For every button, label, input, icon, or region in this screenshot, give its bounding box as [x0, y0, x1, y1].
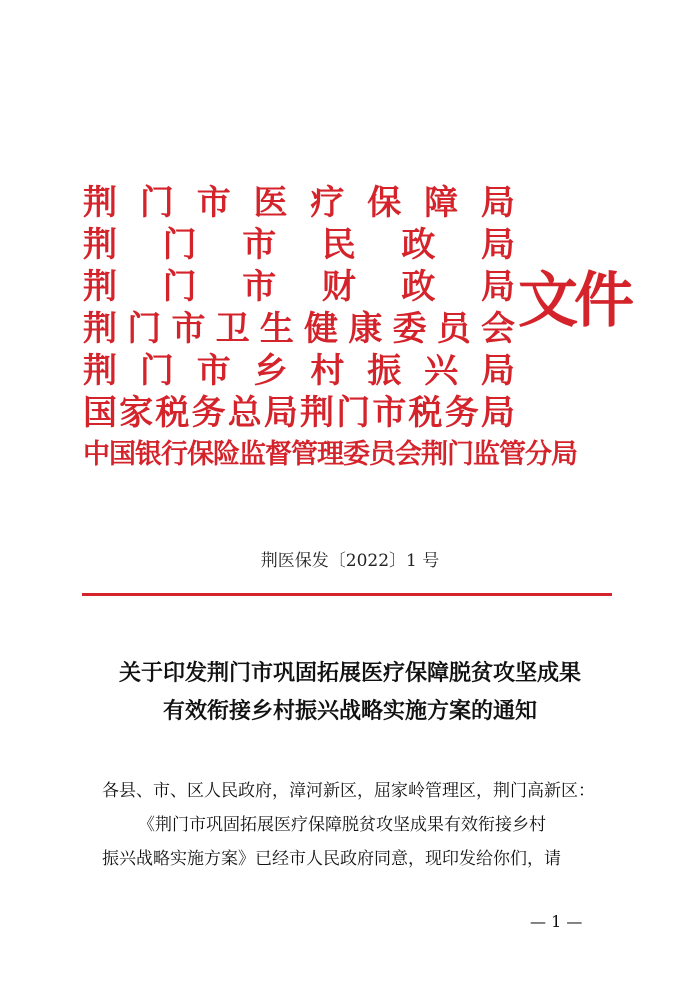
- issuer-char: 税: [408, 393, 443, 433]
- issuer-char: 门: [447, 439, 473, 470]
- issuer-line: [83, 435, 577, 475]
- issuer-char: 门: [139, 351, 174, 391]
- issuer-char: 门: [127, 309, 162, 349]
- issuer-char: 督: [265, 439, 291, 470]
- document-label: 文件: [518, 266, 630, 336]
- issuer-char: 局: [480, 267, 515, 307]
- issuer-char: 障: [424, 183, 459, 223]
- issuer-char: 行: [161, 439, 187, 470]
- issuer-char: 局: [480, 225, 515, 265]
- issuer-char: 健: [304, 309, 339, 349]
- issuer-char: 税: [155, 393, 190, 433]
- issuer-line: [83, 225, 515, 265]
- issuer-char: 市: [171, 309, 206, 349]
- issuer-char: 保: [367, 183, 402, 223]
- issuer-char: 务: [444, 393, 479, 433]
- document-number: 荆医保发〔2022〕1 号: [260, 551, 440, 571]
- issuer-char: 门: [139, 183, 174, 223]
- issuer-char: 荆: [83, 309, 117, 349]
- issuer-char: 门: [336, 393, 371, 433]
- issuer-char: 疗: [310, 183, 345, 223]
- issuer-char: 局: [263, 393, 298, 433]
- issuer-char: 家: [119, 393, 154, 433]
- issuer-char: 门: [162, 267, 197, 307]
- issuer-char: 险: [213, 439, 239, 470]
- issuer-char: 村: [310, 351, 345, 391]
- issuer-char: 总: [227, 393, 262, 433]
- document-title: [0, 655, 700, 731]
- issuer-char: 荆: [83, 225, 117, 265]
- issuer-char: 生: [259, 309, 294, 349]
- issuer-char: 政: [401, 225, 436, 265]
- issuer-char: 监: [473, 439, 499, 470]
- issuer-char: 国: [109, 439, 135, 470]
- issuer-char: 荆: [83, 351, 117, 391]
- issuer-char: 委: [392, 309, 427, 349]
- issuer-char: 保: [187, 439, 213, 470]
- issuer-char: 监: [239, 439, 265, 470]
- issuer-char: 医: [253, 183, 288, 223]
- issuer-char: 市: [196, 183, 231, 223]
- issuer-char: 局: [480, 351, 515, 391]
- issuer-char: 管: [291, 439, 317, 470]
- issuer-char: 荆: [300, 393, 335, 433]
- issuer-line: [83, 351, 515, 391]
- issuer-char: 局: [551, 439, 577, 470]
- issuer-char: 中: [83, 439, 109, 470]
- document-body: [102, 774, 607, 876]
- red-divider: [82, 593, 612, 596]
- issuer-char: 务: [191, 393, 226, 433]
- issuer-char: 市: [372, 393, 407, 433]
- issuer-char: 振: [367, 351, 402, 391]
- issuer-char: 市: [242, 267, 277, 307]
- salutation: 各县、市、区人民政府，漳河新区，屈家岭管理区，荆门高新区：: [102, 781, 595, 801]
- title-line-1: 关于印发荆门市巩固拓展医疗保障脱贫攻坚成果: [118, 661, 581, 686]
- issuer-char: 局: [480, 393, 515, 433]
- issuer-char: 委: [343, 439, 369, 470]
- issuer-char: 荆: [421, 439, 447, 470]
- issuer-char: 康: [348, 309, 383, 349]
- issuer-char: 会: [480, 309, 515, 349]
- issuer-line: [83, 393, 515, 433]
- issuer-char: 政: [401, 267, 436, 307]
- issuer-char: 门: [162, 225, 197, 265]
- page-number: — 1 —: [530, 912, 583, 931]
- issuer-char: 局: [480, 183, 515, 223]
- issuer-char: 荆: [83, 267, 117, 307]
- issuer-char: 兴: [424, 351, 459, 391]
- issuer-char: 员: [369, 439, 395, 470]
- issuer-char: 管: [499, 439, 525, 470]
- issuer-char: 卫: [215, 309, 250, 349]
- issuer-char: 乡: [253, 351, 288, 391]
- issuer-char: 荆: [83, 183, 117, 223]
- issuer-char: 理: [317, 439, 343, 470]
- issuer-char: 分: [525, 439, 551, 470]
- body-paragraph-line: 振兴战略实施方案》已经市人民政府同意，现印发给你们，请: [102, 849, 561, 869]
- issuer-char: 市: [196, 351, 231, 391]
- issuer-char: 会: [395, 439, 421, 470]
- issuer-char: 银: [135, 439, 161, 470]
- issuer-char: 市: [242, 225, 277, 265]
- issuer-line: [83, 183, 515, 223]
- issuer-char: 民: [321, 225, 356, 265]
- issuer-line: [83, 267, 515, 307]
- title-line-2: 有效衔接乡村振兴战略实施方案的通知: [162, 699, 537, 724]
- issuer-char: 财: [321, 267, 356, 307]
- issuer-char: 国: [83, 393, 117, 433]
- issuer-line: [83, 309, 515, 349]
- issuer-char: 员: [436, 309, 471, 349]
- body-paragraph-line: 《荆门市巩固拓展医疗保障脱贫攻坚成果有效衔接乡村: [138, 815, 546, 835]
